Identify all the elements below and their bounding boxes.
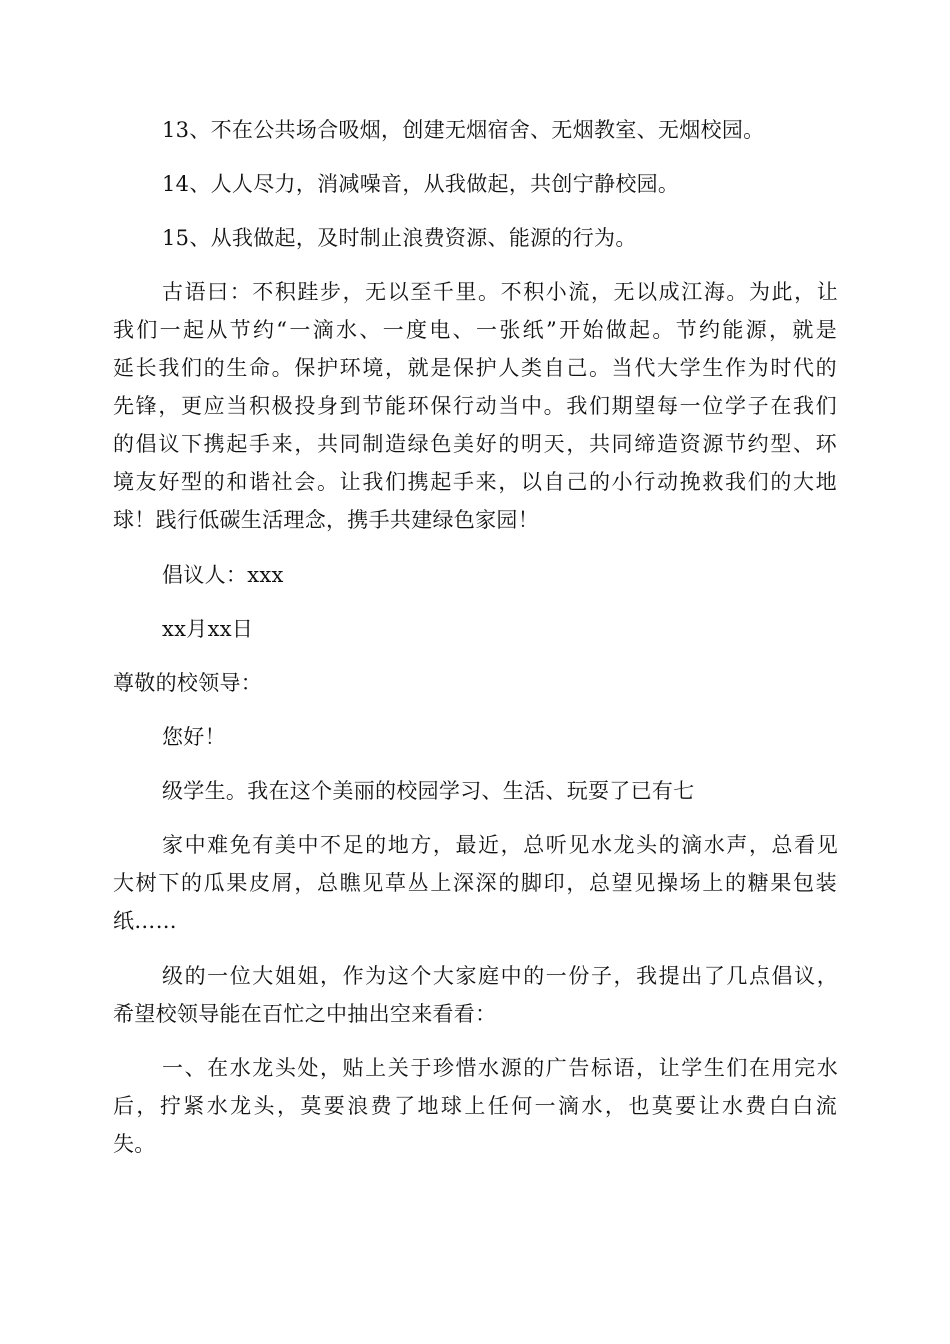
salutation: 尊敬的校领导： [113,671,263,695]
item-one-line-3: 失。 [113,1132,156,1156]
guyu-line-7: 球！践行低碳生活理念，携手共建绿色家园！ [113,508,539,532]
home-line-3: 纸…… [113,909,177,933]
proposer: 倡议人：xxx [162,563,284,587]
sister-line-2: 希望校领导能在百忙之中抽出空来看看： [113,1002,497,1026]
guyu-line-5: 的倡议下携起手来，共同制造绿色美好的明天，共同缔造资源节约型、环 [113,432,837,456]
date: xx月xx日 [162,617,254,641]
grade-line: 级学生。我在这个美丽的校园学习、生活、玩耍了已有七 [162,779,695,803]
item-13: 13、不在公共场合吸烟，创建无烟宿舍、无烟教室、无烟校园。 [162,118,765,142]
guyu-line-3: 延长我们的生命。保护环境，就是保护人类自己。当代大学生作为时代的 [113,356,837,380]
home-line-1: 家中难免有美中不足的地方，最近，总听见水龙头的滴水声，总看见 [162,833,838,857]
item-15: 15、从我做起，及时制止浪费资源、能源的行为。 [162,226,637,250]
item-14: 14、人人尽力，消减噪音，从我做起，共创宁静校园。 [162,172,680,196]
sister-line-1: 级的一位大姐姐，作为这个大家庭中的一份子，我提出了几点倡议， [162,964,838,988]
home-line-2: 大树下的瓜果皮屑，总瞧见草丛上深深的脚印，总望见操场上的糖果包装 [113,871,837,895]
guyu-line-1: 古语曰：不积跬步，无以至千里。不积小流，无以成江海。为此，让 [162,280,838,304]
item-one-line-1: 一、在水龙头处，贴上关于珍惜水源的广告标语，让学生们在用完水 [162,1056,838,1080]
guyu-line-6: 境友好型的和谐社会。让我们携起手来，以自己的小行动挽救我们的大地 [113,470,837,494]
guyu-line-4: 先锋，更应当积极投身到节能环保行动当中。我们期望每一位学子在我们 [113,394,837,418]
item-one-line-2: 后，拧紧水龙头，莫要浪费了地球上任何一滴水，也莫要让水费白白流 [113,1094,837,1118]
greeting: 您好！ [162,725,226,749]
guyu-line-2: 我们一起从节约“一滴水、一度电、一张纸”开始做起。节约能源，就是 [113,318,837,342]
